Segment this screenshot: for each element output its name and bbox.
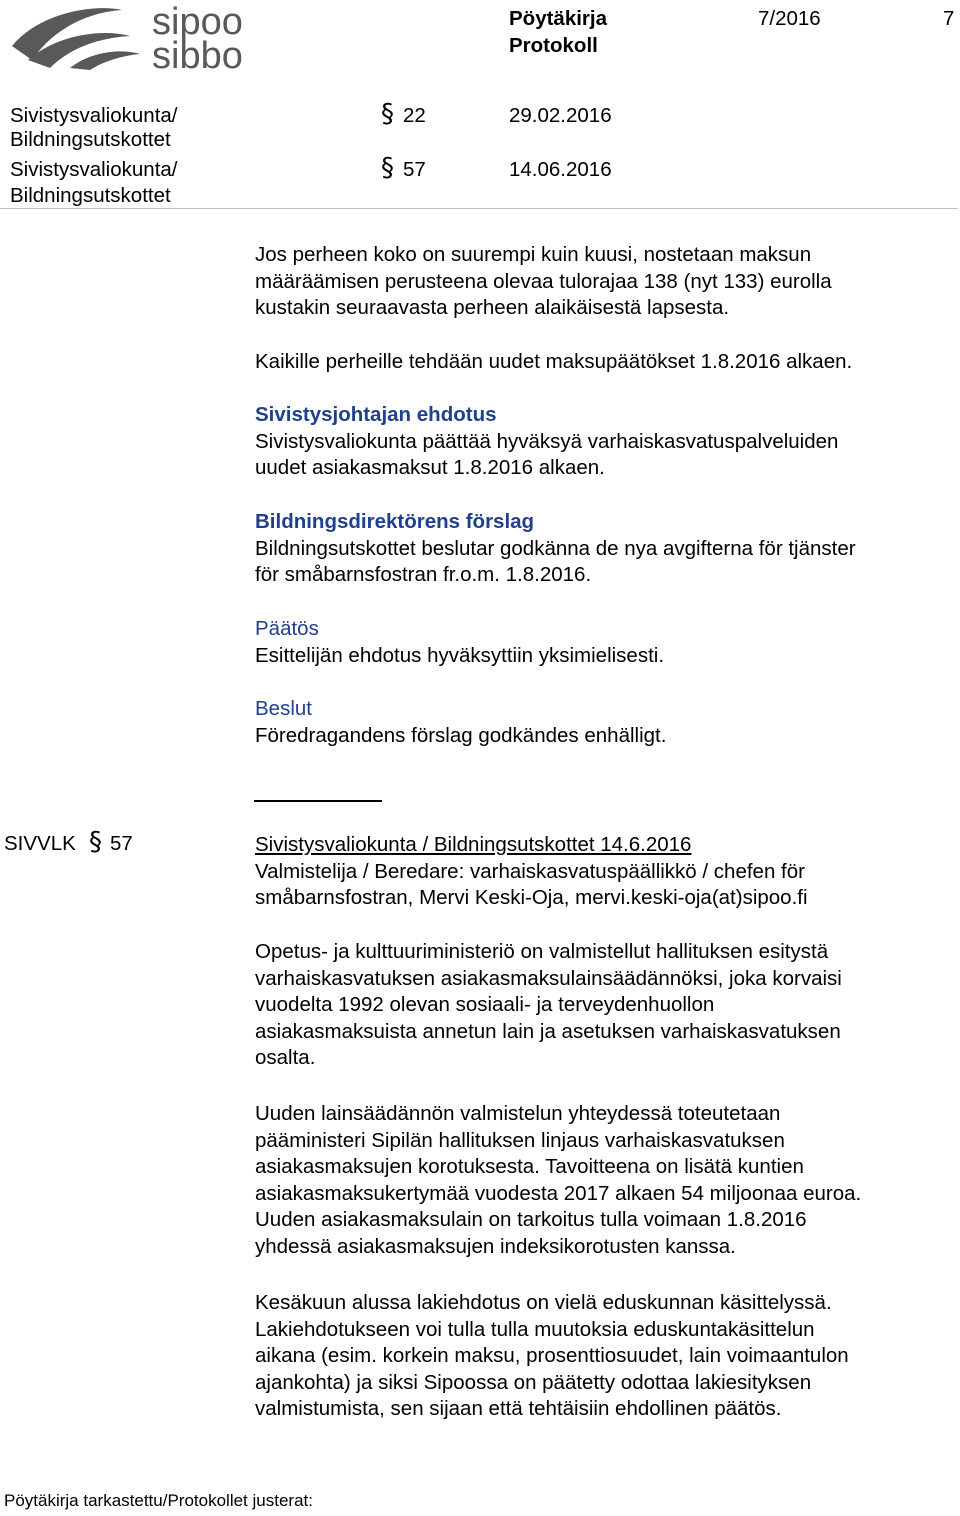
page-number: 7 — [943, 7, 955, 30]
proposal-sv — [255, 509, 856, 589]
preparer-line: Valmistelija / Beredare: varhaiskasvatuspäällikkö / chefen för — [255, 859, 805, 883]
section-symbol: § — [381, 153, 394, 183]
doc-type-fi: Pöytäkirja — [509, 7, 607, 30]
text-line: Sivistysvaliokunta päättää hyväksyä varhaiskasvatuspalveluiden — [255, 429, 839, 453]
text-line: Esittelijän ehdotus hyväksyttiin yksimielisesti. — [255, 643, 665, 667]
text-line: valmistumista, sen sijaan että tehtäisiin ehdollinen päätös. — [255, 1397, 782, 1420]
proposal-fi — [255, 402, 838, 482]
text-line: ajankohta) ja siksi Sipoossa on päätetty odottaa lakiesityksen — [255, 1370, 812, 1394]
logo-line1: sipoo — [152, 2, 243, 43]
text-line: Uuden asiakasmaksulain on tarkoitus tulla voimaan 1.8.2016 — [255, 1208, 807, 1231]
text-line: Lakiehdotukseen voi tulla tulla muutoksia eduskuntakäsittelun — [255, 1317, 815, 1341]
text-line: vuodelta 1992 olevan sosiaali- ja terveydenhuollon — [255, 993, 715, 1016]
text-line: Bildningsutskottet beslutar godkänna de nya avgifterna för tjänster — [255, 536, 856, 560]
history-section: 22 — [403, 104, 426, 127]
decision-sv-heading: Beslut — [255, 697, 312, 720]
text-line: kustakin seuraavasta perheen alaikäisestä lapsesta. — [255, 296, 730, 319]
footer-check-label: Pöytäkirja tarkastettu/Protokollet justerat: — [4, 1491, 313, 1510]
text-line: Föredragandens förslag godkändes enhälligt. — [255, 723, 667, 747]
text-line: osalta. — [255, 1046, 316, 1069]
logo-line2: sibbo — [152, 35, 243, 72]
text-line: Kesäkuun alussa lakiehdotus on vielä eduskunnan käsittelyssä. — [255, 1291, 832, 1314]
paragraph: Kaikille perheille tehdään uudet maksupäätökset 1.8.2016 alkaen. — [255, 350, 853, 373]
text-line: yhdessä asiakasmaksujen indeksikorotusten kanssa. — [255, 1234, 736, 1258]
text-line: aikana (esim. korkein maksu, prosenttiosuudet, lain voimaantulon — [255, 1344, 849, 1367]
preparer-line: småbarnsfostran, Mervi Keski-Oja, mervi.keski-oja(at)sipoo.fi — [255, 886, 808, 909]
text-line: Uuden lainsäädännön valmistelun yhteydessä toteutetaan — [255, 1102, 781, 1125]
text-line: asiakasmaksukertymää vuodesta 2017 alkaen 54 miljoonaa euroa. — [255, 1181, 862, 1205]
text-line: pääministeri Sipilän hallituksen linjaus varhaiskasvatuksen — [255, 1128, 785, 1152]
sipoo-sibbo-logo — [10, 2, 260, 72]
history-date: 14.06.2016 — [509, 158, 612, 181]
text-line: Opetus- ja kulttuuriministeriö on valmistellut hallituksen esitystä — [255, 940, 829, 963]
text-line: asiakasmaksujen korotuksesta. Tavoitteena on lisätä kuntien — [255, 1155, 804, 1178]
section-symbol: § — [381, 99, 394, 129]
decision-fi — [255, 616, 664, 669]
doc-type-sv: Protokoll — [509, 34, 598, 57]
history-body-line2: Bildningsutskottet — [10, 128, 171, 151]
paragraph — [255, 1290, 849, 1423]
paragraph — [255, 939, 842, 1072]
proposal-fi-heading: Sivistysjohtajan ehdotus — [255, 403, 497, 426]
text-line: varhaiskasvatuksen asiakasmaksulainsäädännöksi, joka korvaisi — [255, 966, 842, 990]
header-divider — [0, 208, 958, 209]
decision-fi-heading: Päätös — [255, 617, 319, 640]
history-body-line2: Bildningsutskottet — [10, 184, 171, 207]
section-code: SIVVLK — [4, 832, 76, 855]
section-header — [255, 832, 808, 912]
section-separator — [254, 800, 382, 802]
paragraph — [255, 242, 832, 322]
paragraph — [255, 1101, 861, 1260]
text-line: för småbarnsfostran fr.o.m. 1.8.2016. — [255, 563, 592, 586]
meeting-line: Sivistysvaliokunta / Bildningsutskottet 14.6.2016 — [255, 833, 692, 856]
text-line: määräämisen perusteena olevaa tulorajaa 138 (nyt 133) eurolla — [255, 269, 832, 293]
proposal-sv-heading: Bildningsdirektörens förslag — [255, 510, 535, 533]
text-line: Jos perheen koko on suurempi kuin kuusi, nostetaan maksun — [255, 243, 812, 266]
section-symbol: § — [89, 827, 102, 857]
section-number: 57 — [110, 832, 133, 855]
text-line: asiakasmaksuista annetun lain ja asetuksen varhaiskasvatuksen — [255, 1019, 841, 1043]
history-date: 29.02.2016 — [509, 104, 612, 127]
history-body-line1: Sivistysvaliokunta/ — [10, 158, 178, 181]
issue-number: 7/2016 — [758, 7, 821, 30]
logo-swoosh-icon — [12, 8, 140, 70]
text-line: uudet asiakasmaksut 1.8.2016 alkaen. — [255, 456, 605, 479]
history-section: 57 — [403, 158, 426, 181]
history-body-line1: Sivistysvaliokunta/ — [10, 104, 178, 127]
decision-sv — [255, 696, 666, 749]
